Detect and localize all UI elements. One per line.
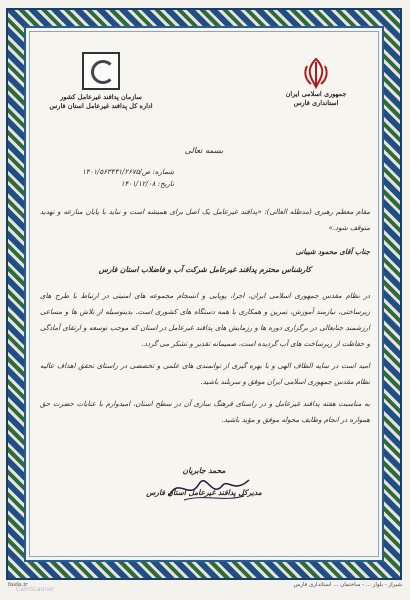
basmala-heading: بسمه تعالی: [184, 146, 224, 155]
iran-emblem-header: [266, 56, 366, 108]
header-left-line-1: سازمان پدافند غیرعامل کشور: [60, 93, 142, 101]
letter-body: [40, 204, 370, 434]
iran-emblem-icon: [299, 56, 333, 90]
header-right-line-2: استانداری فارس: [293, 99, 339, 107]
scanner-watermark: CamScanner: [16, 586, 55, 593]
letter-date: تاریخ: ۱۴۰۱/۱۲/۰۸: [120, 180, 174, 188]
letter-meta: [44, 166, 174, 190]
footer-website: fasfa.ir: [8, 582, 28, 588]
addressee-name: جناب آقای محمود شیبانی: [295, 247, 370, 256]
body-paragraph-2: امید است در سایه الطاف الهی و با بهره گیری از توانمندی های علمی و تخصصی در راستای تحقق اهداف عالیه نظام مقدس جمهوری اسلامی ایران موفق و سربلند باشید.: [40, 362, 370, 386]
header-left-line-2: اداره کل پدافند غیرعامل استان فارس: [49, 102, 153, 110]
signatory-name: محمد جابریان: [182, 466, 226, 475]
footer-address: شیراز - بلوار ... - ساختمان ... استانداری فارس: [293, 582, 402, 588]
signatory-title: مدیرکل پدافند غیرعامل استان فارس: [146, 488, 262, 497]
body-paragraph-3: به مناسبت هفته پدافند غیرعامل و در راستای فرهنگ سازی آن در سطح استان، امیدوارم با عنایات حضرت حق همواره در انجام وظایف محوله موفق و مؤید باشید.: [40, 400, 370, 424]
letter-footer: [8, 582, 402, 598]
header-right-line-1: جمهوری اسلامی ایران: [285, 90, 347, 98]
passive-defense-logo-header: [42, 52, 160, 111]
addressee-role: کارشناس محترم پدافند غیرعامل شرکت آب و فاضلاب استان فارس: [98, 265, 312, 274]
letter-content: [24, 26, 384, 562]
letter-number: شماره: ص/۱۴۰۱/۵۶۳۴۳۱/۲۶۷۵: [82, 168, 174, 176]
handwritten-signature-icon: [164, 466, 254, 506]
leader-quote: مقام معظم رهبری (مدظله العالی): «پدافند غیرعامل یک اصل برای همیشه است و نباید با پایان منازعه و تهدید متوقف شود.»: [40, 208, 370, 232]
passive-defense-logo-icon: [82, 52, 120, 90]
body-paragraph-1: در نظام مقدس جمهوری اسلامی ایران، اجرا، پویایی و انسجام مجموعه های امنیتی در ارتباط با طرح های زیرساختی، نیازمند آموزش، تمرین و همکاری با همه دستگاه های کشوری است. بدینوسیله از تلاش ها و مساعی ارزشمند جنابعالی در برگزاری دوره ها و رزمایش های پدافند غیرعامل در استان که موجب توسعه و ارتقای آمادگی و حفاظت از زیرساخت های آب گردیده است، صمیمانه تقدیر و تشکر می گردد.: [40, 292, 370, 348]
